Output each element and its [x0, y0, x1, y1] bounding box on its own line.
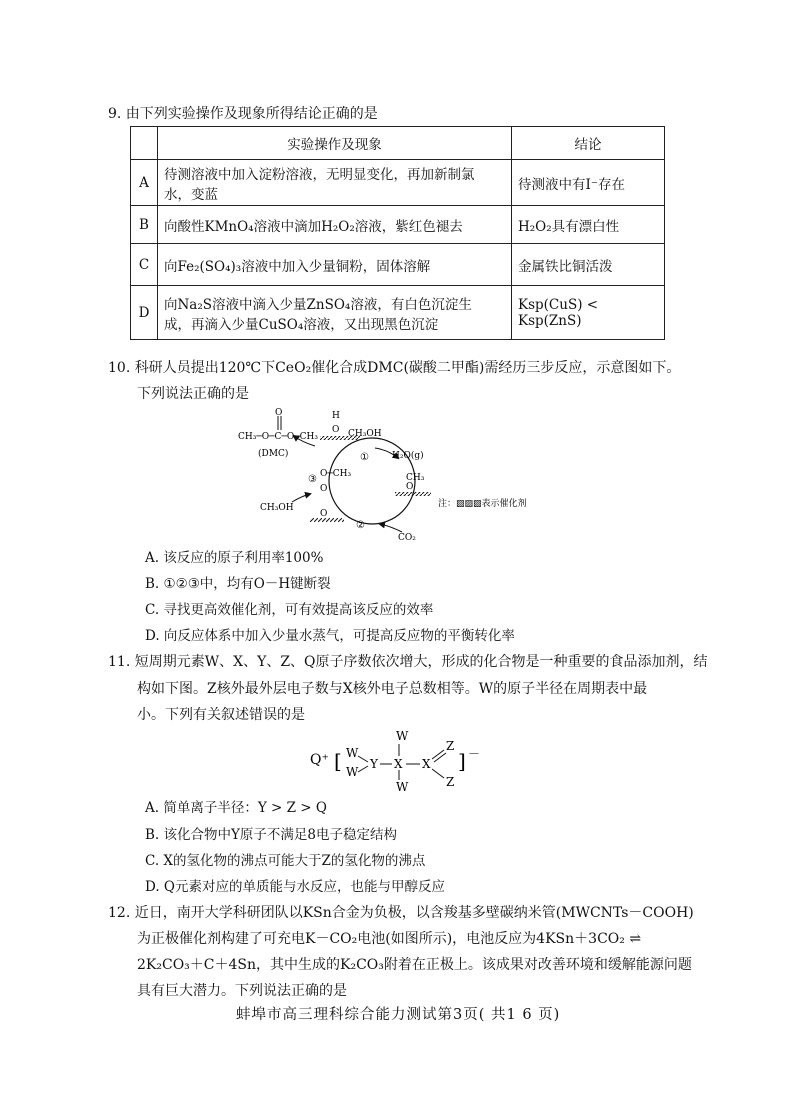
dmc-formula: CH₃─O─C─O─CH₃ — [238, 432, 319, 442]
table-row — [131, 286, 665, 340]
w-atom: W — [346, 765, 359, 779]
q11-option-c: C. X的氢化物的沸点可能大于Z的氢化物的沸点 — [145, 853, 426, 869]
x-atom-center: X — [394, 757, 403, 771]
q11-option-d: D. Q元素对应的单质能与水反应，也能与甲醇反应 — [145, 879, 445, 895]
w-atom: W — [346, 746, 359, 760]
q10-option-d: D. 向反应体系中加入少量水蒸气，可提高反应物的平衡转化率 — [145, 628, 515, 644]
row-conclusion: 待测液中有I⁻存在 — [512, 160, 665, 206]
row-conclusion: Ksp(CuS) < Ksp(ZnS) — [512, 286, 665, 340]
q9-table — [130, 126, 665, 340]
table-header-blank — [131, 127, 158, 160]
step-2: ② — [356, 520, 365, 531]
row-operation: 向Na₂S溶液中滴入少量ZnSO₄溶液，有白色沉淀生 成，再滴入少量CuSO₄溶液，又出现黑色沉淀 — [158, 286, 512, 340]
row-operation: 向Fe₂(SO₄)₃溶液中加入少量铜粉，固体溶解 — [158, 244, 512, 286]
water-product: H₂O(g) — [392, 451, 424, 461]
right-bracket: ] — [458, 749, 466, 773]
catalyst-note: 注：▨▨▨表示催化剂 — [438, 499, 527, 509]
row-label: D — [131, 286, 158, 340]
q11-option-a: A. 简单离子半径：Y > Z > Q — [145, 800, 327, 816]
q10-line1: 10. 科研人员提出120℃下CeO₂催化合成DMC(碳酸二甲酯)需经历三步反应，示意图如下。 — [108, 360, 681, 376]
dmc-carbonyl-o: O — [275, 408, 283, 418]
co2-reactant: CO₂ — [398, 533, 416, 543]
q11-option-b: B. 该化合物中Y原子不满足8电子稳定结构 — [145, 827, 398, 843]
carbonate-o: O — [320, 484, 328, 494]
q12-line4: 具有巨大潜力。下列说法正确的是 — [137, 983, 347, 999]
q11-structure-diagram — [308, 728, 508, 794]
row-label: C — [131, 244, 158, 286]
table-row — [131, 160, 665, 206]
y-atom: Y — [370, 757, 378, 771]
step-3: ③ — [308, 474, 317, 485]
o-atom-right: O — [406, 482, 414, 492]
anion-charge: － — [468, 747, 481, 761]
row-conclusion: H₂O₂具有漂白性 — [512, 206, 665, 244]
row-conclusion: 金属铁比铜活泼 — [512, 244, 665, 286]
q9-stem: 9. 由下列实验操作及现象所得结论正确的是 — [108, 106, 378, 122]
ch3oh-top: CH₃OH — [348, 429, 382, 439]
left-bracket: [ — [334, 749, 342, 773]
q10-option-c: C. 寻找更高效催化剂，可有效提高该反应的效率 — [145, 602, 434, 618]
w-atom-top: W — [396, 729, 409, 743]
row-label: B — [131, 206, 158, 244]
ch3-group: CH₃ — [406, 473, 425, 483]
z-atom: Z — [446, 775, 455, 789]
h-atom: H — [332, 411, 340, 421]
q10-option-b: B. ①②③中，均有O－H键断裂 — [145, 576, 331, 592]
carbonate-o-bottom: O — [320, 509, 328, 519]
table-row — [131, 244, 665, 286]
dmc-label: (DMC) — [258, 449, 289, 459]
q11-line2: 构如下图。Z核外最外层电子数与X核外电子总数相等。W的原子半径在周期表中最 — [137, 681, 648, 697]
page-footer: 蚌埠市高三理科综合能力测试第3页( 共1 6 页) — [236, 1007, 561, 1023]
q12-line1: 12. 近日，南开大学科研团队以KSn合金为负极，以含羧基多壁碳纳米管(MWCNTs－COOH) — [108, 905, 694, 921]
w-atom-bottom: W — [396, 780, 409, 794]
table-header-operation: 实验操作及现象 — [158, 127, 512, 160]
q11-line3: 小。下列有关叙述错误的是 — [137, 707, 305, 723]
q12-line2: 为正极催化剂构建了可充电K－CO₂电池(如图所示)，电池反应为4KSn＋3CO₂ ⇌ — [137, 931, 642, 947]
q-cation: Q⁺ — [310, 752, 329, 768]
table-header-row — [131, 127, 665, 160]
q12-line3: 2K₂CO₃＋C＋4Sn，其中生成的K₂CO₃附着在正极上。该成果对改善环境和缓解能源问题 — [137, 957, 692, 973]
row-operation: 待测溶液中加入淀粉溶液，无明显变化，再加新制氯 水，变蓝 — [158, 160, 512, 206]
q10-option-a: A. 该反应的原子利用率100% — [145, 550, 324, 566]
table-header-conclusion: 结论 — [512, 127, 665, 160]
step-1: ① — [360, 452, 369, 463]
row-operation: 向酸性KMnO₄溶液中滴加H₂O₂溶液，紫红色褪去 — [158, 206, 512, 244]
q11-line1: 11. 短周期元素W、X、Y、Z、Q原子序数依次增大，形成的化合物是一种重要的食品添加剂，结 — [108, 654, 708, 670]
x-atom-right: X — [422, 757, 431, 771]
q10-line2: 下列说法正确的是 — [137, 386, 249, 402]
o-atom-top: O — [332, 425, 340, 435]
catalyst-surface-right — [395, 492, 431, 496]
table-row — [131, 206, 665, 244]
row-label: A — [131, 160, 158, 206]
z-atom: Z — [446, 739, 455, 753]
ch3oh-left: CH₃OH — [260, 503, 294, 513]
methoxy-group: O─CH₃ — [320, 469, 352, 479]
dmc-reaction-diagram — [230, 406, 570, 544]
